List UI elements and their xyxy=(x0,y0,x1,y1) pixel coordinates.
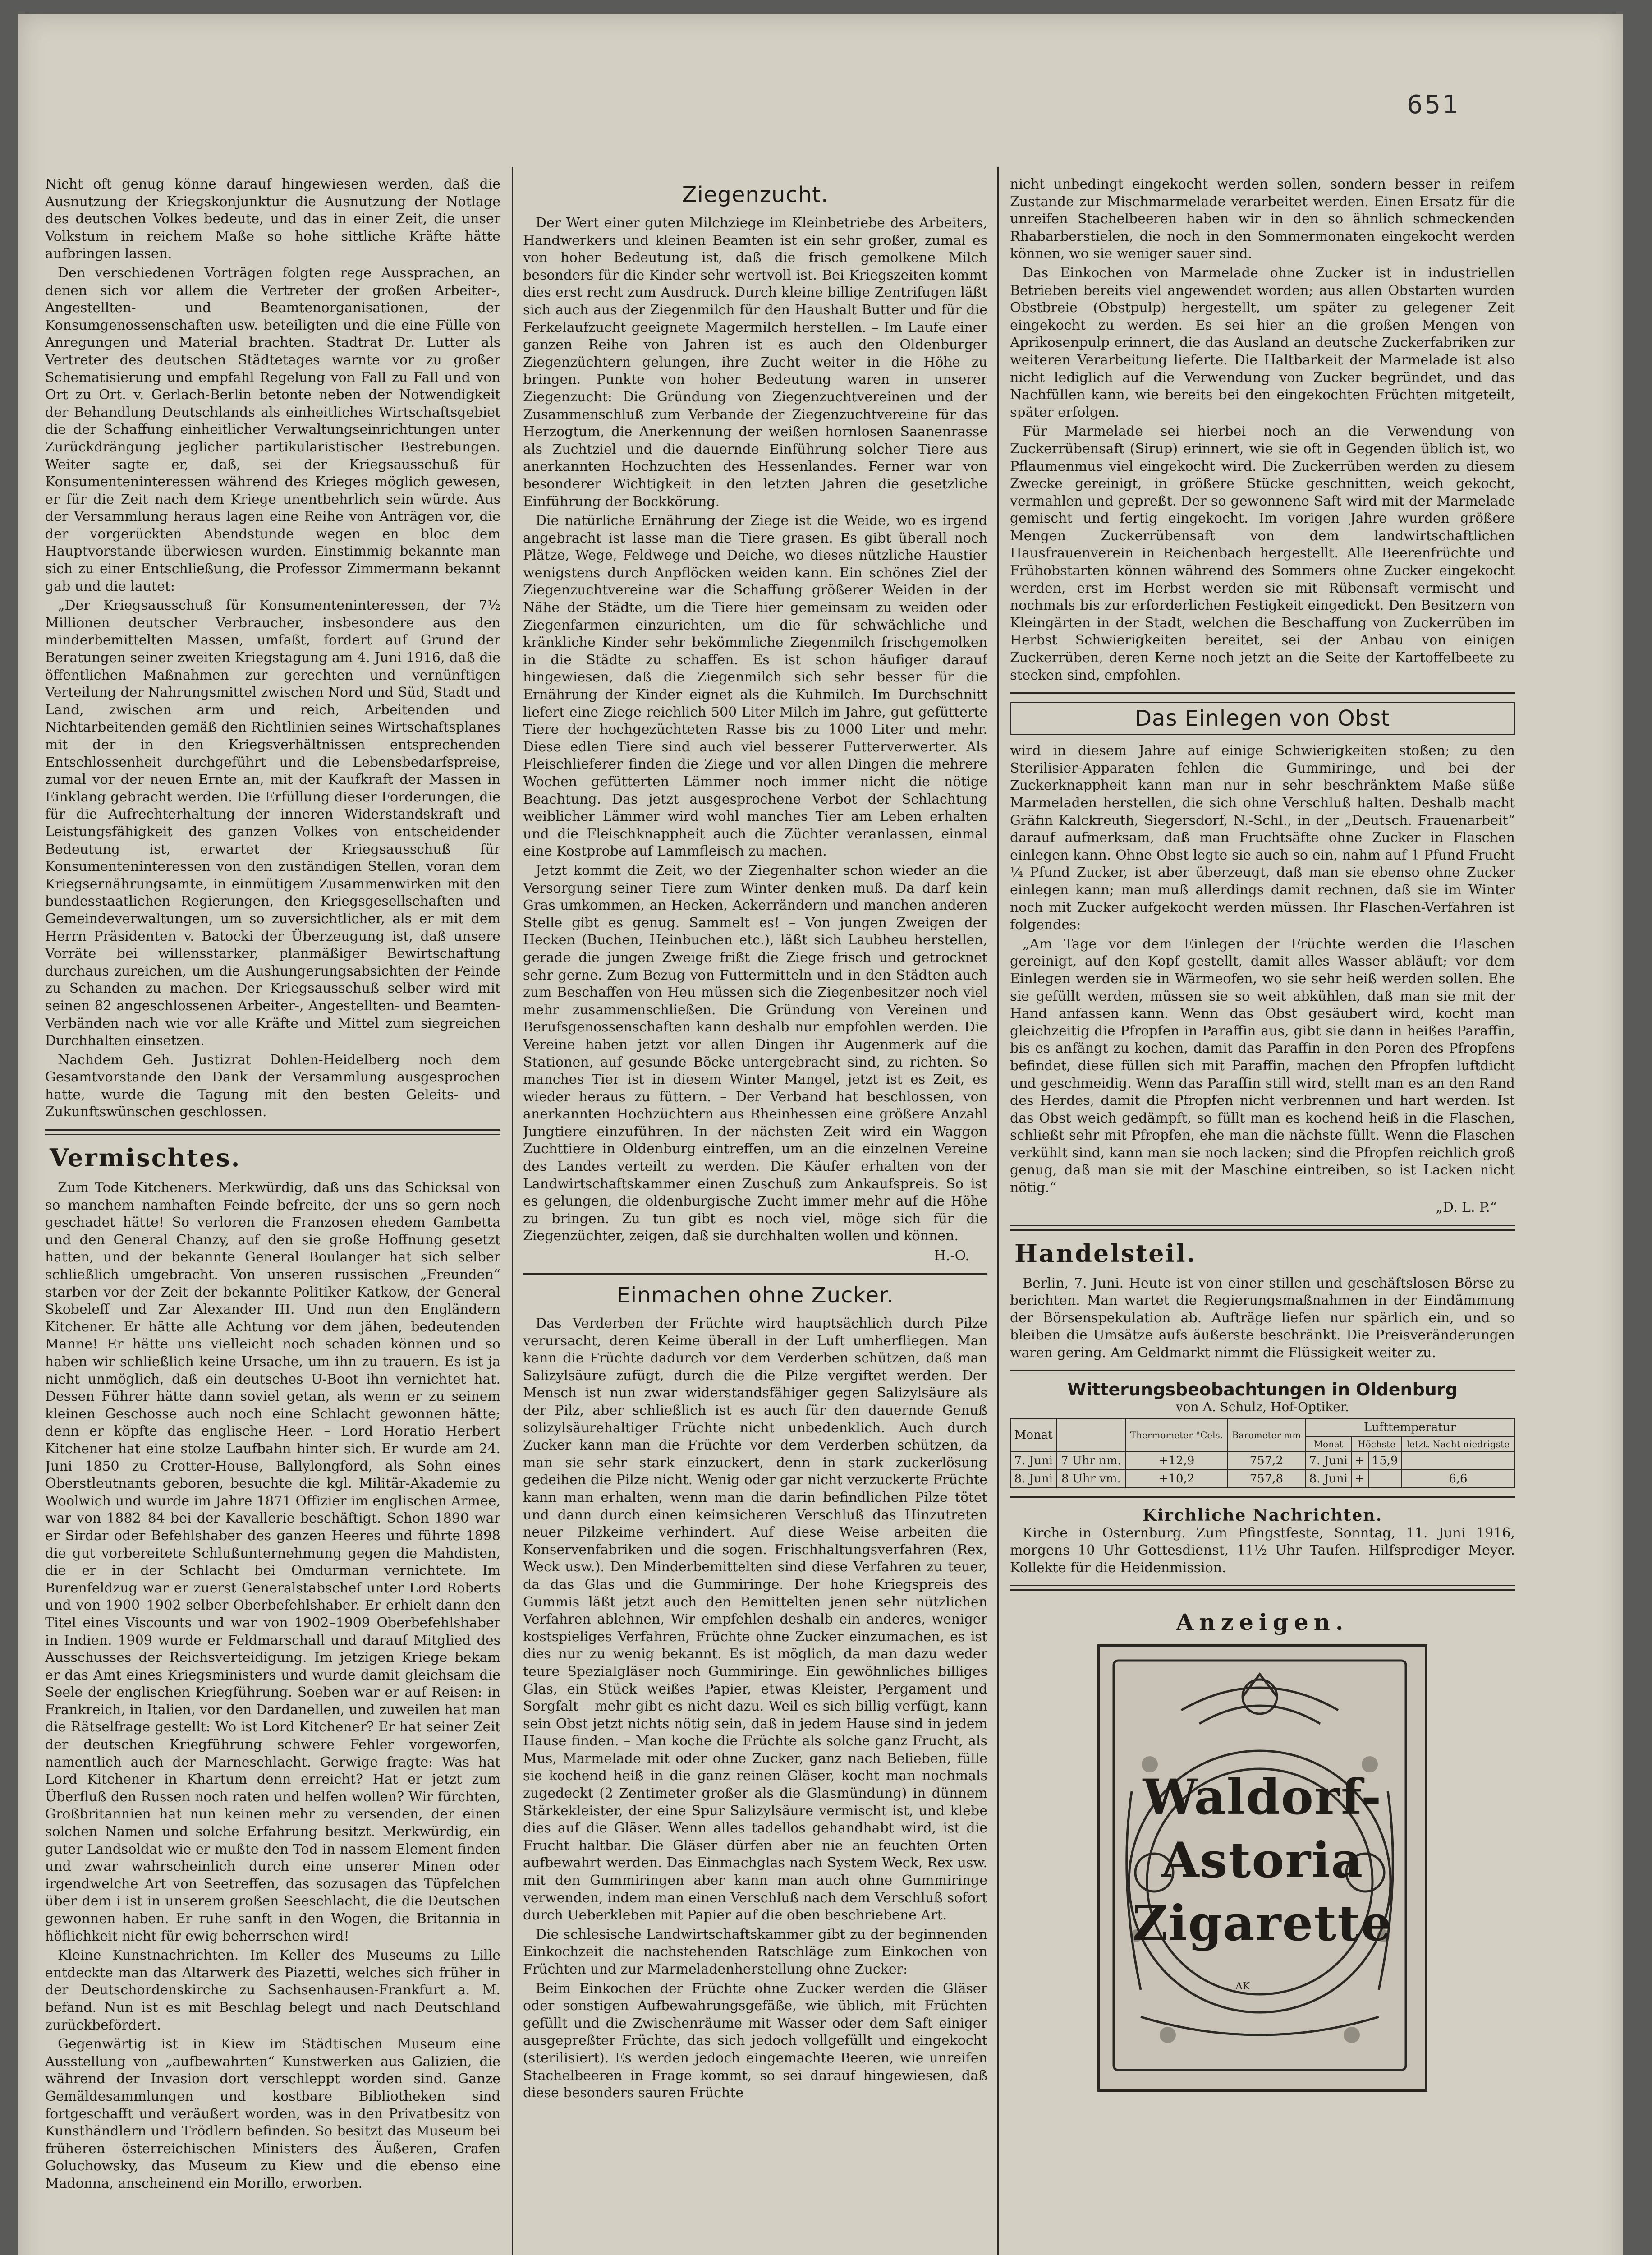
weather-cell-time: 8 Uhr vm. xyxy=(1057,1470,1126,1488)
section-rule xyxy=(1010,1225,1515,1231)
kirche-heading: Kirchliche Nachrichten. xyxy=(1142,1505,1383,1525)
obst-heading: Das Einlegen von Obst xyxy=(1010,702,1515,735)
paragraph: Die natürliche Ernährung der Ziege ist die Weide, wo es irgend angebracht ist lasse man die Tiere grasen. Es gibt überall noch Plätze, Wege, Feldwege und Deiche, wo dieses nützliche Haustier wenigstens durch Anpflöcken weiden kann. Ein schönes Ziel der Ziegenzuchtvereine war die Schaffung größerer Weiden in der Nähe der Städte, um die Tiere hier gemeinsam zu weiden oder Ziegenfarmen einzurichten, um die für schwächliche und kränkliche Kinder sehr bekömmliche Ziegenmilch frischgemolken in die Städte zu schaffen. Es ist schon häufiger darauf hingewiesen, daß die Ziegenmilch sich sehr besser für die Ernährung der Kinder eignet als die Kuhmilch. Im Durchschnitt liefert eine Ziege reichlich 500 Liter Milch im Jahre, gut gefütterte Tiere der hochgezüchteten Rasse bis zu 1000 Liter und mehr. Diese edlen Tiere sind auch viel besserer Futterverwerter. Als Fleischlieferer finden die Ziege und vor allen Dingen die mehrere Wochen gefütterten Lämmer noch immer nicht die nötige Beachtung. Das jetzt ausgesprochene Verbot der Schlachtung weiblicher Lämmer wird wohl manches Tier am Leben erhalten und die Fleischknappheit auch die Züchter veranlassen, einmal eine Kostprobe auf Lammfleisch zu machen. xyxy=(523,513,987,860)
weather-header-monat: Monat xyxy=(1010,1418,1057,1452)
section-rule xyxy=(1010,1496,1515,1498)
weather-cell-date: 8. Juni xyxy=(1010,1470,1057,1488)
paragraph: Das Einkochen von Marmelade ohne Zucker ist in industriellen Betrieben bereits viel angewendet worden; aus allen Obstarten wurden Obstbreie (Obstpulp) hergestellt, um später zu gelegener Zeit eingekocht zu werden. Es sei hier an die großen Mengen von Aprikosenpulp erinnert, die das Ausland an deutsche Zuckerfabriken zur weiteren Verarbeitung lieferte. Die Haltbarkeit der Marmelade ist also nicht lediglich auf die Verwendung von Zucker begründet, und das Nachfüllen kann, wie bereits bei den eingekochten Früchten mitgeteilt, später erfolgen. xyxy=(1010,265,1515,420)
article-vermischtes xyxy=(45,1179,500,2192)
obst-signature: „D. L. P.“ xyxy=(1436,1199,1497,1215)
paragraph: Kleine Kunstnachrichten. Im Keller des Museums zu Lille entdeckte man das Altarwerk des Piazetti, welches sich früher in der Deutschordenskirche zu Sachsenhausen-Frankfurt a. M. befand. Nun ist es mit Beschlag belegt und nach Deutschland zurückbefördert. xyxy=(45,1947,500,2033)
weather-cell-date2: 7. Juni xyxy=(1305,1452,1352,1470)
paragraph: Jetzt kommt die Zeit, wo der Ziegenhalter schon wieder an die Versorgung seiner Tiere zum Winter denken muß. Da darf kein Gras umkommen, an Hecken, Ackerrändern und manchen anderen Stelle gibt es genug. Sammelt es! – Von jungen Zweigen der Hecken (Buchen, Heinbuchen etc.), läßt sich Laubheu herstellen, gerade die jungen Zweige frißt die Ziege frisch und getrocknet sehr gerne. Zum Bezug von Futtermitteln und in den Städten auch zum Beschaffen von Heu müssen sich die Ziegenbesitzer noch viel mehr zusammenschließen. Die Gründung von Vereinen und Berufsgenossenschaften kann deshalb nur empfohlen werden. Die Vereine haben jetzt vor allen Dingen ihr Augenmerk auf die Stationen, auf gesunde Böcke untergebracht sind, zu richten. So manches Tier ist in diesem Winter Mangel, jetzt ist es Zeit, es wieder heraus zu füttern. – Der Verband hat beschlossen, von anerkannten Hochzüchtern aus Rheinhessen eine größere Anzahl Jungtiere einzuführen. In der nächsten Zeit wird ein Waggon Zuchttiere in Oldenburg eintreffen, um an die einzelnen Vereine des Landes verteilt zu werden. Die Käufer erhalten von der Landwirtschaftskammer einen Zuschuß zum Ankaufspreis. So ist es gelungen, die oldenburgische Zucht immer mehr auf die Höhe zu bringen. Zu tun gibt es noch viel, möge sich für die Ziegenzüchter, zeigen, daß sie durchhalten wollen und können. xyxy=(523,862,987,1244)
weather-header-baro: Barometer mm xyxy=(1228,1418,1305,1452)
vermischtes-heading: Vermischtes. xyxy=(50,1143,241,1173)
weather-cell-time: 7 Uhr nm. xyxy=(1057,1452,1126,1470)
section-rule xyxy=(1010,1370,1515,1371)
paragraph: Den verschiedenen Vorträgen folgten rege Aussprachen, an denen sich vor allem die Vertreter der großen Arbeiter-, Angestellten- und Beamtenorganisationen, der Konsumgenossenschaften usw. beteiligten und die eine Fülle von Anregungen und Material brachten. Stadtrat Dr. Lutter als Vertreter des deutschen Städtetages warnte vor zu großer Schematisierung und empfahl Regelung von Fall zu Fall und von Ort zu Ort. v. Gerlach-Berlin betonte neben der Notwendigkeit der Behandlung Deutschlands als einheitliches Wirtschaftsgebiet die der Schaffung einheitlicher Verwaltungseinrichtungen unter Zurückdrängung jeglicher partikularistischer Bestrebungen. Weiter sagte er, daß, sei der Kriegsausschuß für Konsumenteninteressen während des Krieges möglich gewesen, er für die Zeit nach dem Kriege unentbehrlich sein würde. Aus der Versammlung heraus lagen eine Reihe von Anträgen vor, die der vorgerückten Abendstunde wegen en bloc dem Hauptvorstande überwiesen wurden. Einstimmig bekannte man sich zu einer Entschließung, die Professor Zimmermann bekannt gab und die lautet: xyxy=(45,265,500,594)
column-rule xyxy=(512,167,513,2255)
weather-header-luft: Lufttemperatur xyxy=(1305,1418,1514,1436)
paragraph: Beim Einkochen der Früchte ohne Zucker werden die Gläser oder sonstigen Aufbewahrungsgefäße, wie üblich, mit Früchten gefüllt und die Zwischenräume mit Wasser oder dem Saft einiger ausgepreßter Früchte, das sich jedoch vollgefüllt und eingekocht (sterilisiert). Es werden jedoch eingemachte Beeren, wie unreifen Stachelbeeren in Frage kommt, so sei darauf hingewiesen, daß diese besonders sauren Früchte xyxy=(523,1980,987,2101)
paragraph: Gegenwärtig ist in Kiew im Städtischen Museum eine Ausstellung von „aufbewahrten“ Kunstwerken aus Galizien, die während der Invasion dort verschleppt worden sind. Ganze Gemäldesammlungen und kostbare Bibliotheken sind fortgeschafft und veräußert worden, was in den Privatbesitz von Kunsthändlern und Trödlern befinden. So besitzt das Museum bei früheren österreichischen Ministers des Äußeren, Grafen Goluchowsky, das Museum zu Kiew und die ebenso eine Madonna, anscheinend ein Morillo, erworben. xyxy=(45,2036,500,2191)
weather-cell-nacht xyxy=(1402,1452,1514,1470)
ad-line-2: Astoria xyxy=(1161,1832,1364,1889)
weather-row xyxy=(1010,1452,1514,1470)
paragraph: Die schlesische Landwirtschaftskammer gibt zu der beginnenden Einkochzeit die nachstehenden Ratschläge zum Einkochen von Früchten und zur Marmeladenherstellung ohne Zucker: xyxy=(523,1926,987,1977)
article-ziegenzucht xyxy=(523,215,987,1245)
kirche-text: Kirche in Osternburg. Zum Pfingstfeste, Sonntag, 11. Juni 1916, morgens 10 Uhr Gottesdienst, 11½ Uhr Taufen. Hilfsprediger Meyer. Kollekte für die Heidenmission. xyxy=(1010,1525,1515,1576)
paragraph: Zum Tode Kitcheners. Merkwürdig, daß uns das Schicksal von so manchem namhaften Feinde befreite, der uns so gern noch geschadet hätte! So verloren die Franzosen ehedem Gambetta und den General Chanzy, auf den sie große Hoffnung gesetzt hatten, und der bekannte General Boulanger hat sich selber schließlich umgebracht. Von unseren russischen „Freunden“ starben vor der Zeit der bekannte Politiker Katkow, der General Skobeleff und Zar Alexander III. Und nun den Engländern Kitchener. Er hätte alle Achtung vor dem jähen, bedeutenden Manne! Er hätte uns vielleicht noch schaden können und so haben wir schließlich keine Ursache, um ihn zu trauern. Es ist ja nicht unmöglich, daß ein deutsches U-Boot ihn vernichtet hat. Dessen Führer hätte dann soviel getan, als wenn er zu seinem kleinen Geschosse auch noch eine Schlacht gewonnen hätte; denn er köpfte das englische Heer. – Lord Horatio Herbert Kitchener hat eine stolze Laufbahn hinter sich. Er wurde am 24. Juni 1850 zu Crotter-House, Ballylongford, als Sohn eines Oberstleutnants geboren, besuchte die kgl. Militär-Akademie zu Woolwich und wurde im Jahre 1871 Offizier im englischen Armee, war von 1882–84 bei der Kavallerie beschäftigt. Schon 1890 war er Sirdar oder Befehlshaber des ganzen Heeres und führte 1898 die gut vorbereitete Schlußunternehmung gegen die Mahdisten, die er in der Schlacht bei Omdurman vernichtete. Im Burenfeldzug war er zuerst Generalstabschef unter Lord Roberts und von 1900–1902 selber Oberbefehlshaber. Er erhielt dann den Titel eines Viscounts und war von 1902–1909 Oberbefehlshaber in Indien. 1909 wurde er Feldmarschall und darauf Mitglied des Ausschusses der Reichsverteidigung. Im jetzigen Kriege bekam er das Amt eines Kriegsministers und wurde damit gleichsam die Seele der englischen Kriegführung. Soeben war er auf Reisen: in Frankreich, in Italien, vor den Dardanellen, und zuweilen hat man die Rätselfrage gestellt: Wo ist Lord Kitchener? Er hat seiner Zeit der deutschen Kriegführung schwere Fehler vorgeworfen, namentlich auch der Marneschlacht. Gerwige fragte: Was hat Lord Kitchener in Khartum denn erreicht? Hat er jetzt zum Überfluß den Russen noch raten und helfen wollen? Wir fürchten, Großbritannien hat nun keinen mehr zu versenden, der einen solchen Namen und solche Erfahrung besitzt. Merkwürdig, ein guter Landsoldat wie er mußte den Tod in nassem Element finden und zwar wahrscheinlich durch eine unserer Minen oder irgendwelche Art von Seetreffen, das sozusagen das Tüpfelchen über dem i ist in unserem großen Seeschlacht, die die Deutschen gewonnen haben. Er ruhe sanft in den Wogen, die Britannia in höflichkeit nicht für ewig beherrschen wird! xyxy=(45,1180,500,1944)
column-rule xyxy=(997,167,999,2255)
paragraph: Der Wert einer guten Milchziege im Kleinbetriebe des Arbeiters, Handwerkers und kleinen Beamten ist ein sehr großer, zumal es von hoher Bedeutung ist, daß die frisch gemolkene Milch besonders für die Kinder sehr wertvoll ist. Bei Kriegszeiten kommt dies erst recht zum Ausdruck. Durch kleine billige Zentrifugen läßt sich auch aus der Ziegenmilch für den Haushalt Butter und für die Ferkelaufzucht geeignete Magermilch herstellen. – Im Laufe einer ganzen Reihe von Jahren ist es auch den Oldenburger Ziegenzüchtern gelungen, ihre Zucht weiter in die Höhe zu bringen. Punkte von hoher Bedeutung waren in unserer Ziegenzucht: Die Gründung von Ziegenzuchtvereinen und der Zusammenschluß zum Verbande der Ziegenzuchtvereine für das Herzogtum, die Anerkennung der weißen hornlosen Saanenrasse als Zuchtziel und die dauernde Einführung solcher Tiere aus anerkannten Hochzuchten des Hessenlandes. Ferner war von besonderer Wichtigkeit in den letzten Jahren die gesetzliche Einführung der Bockkörung. xyxy=(523,215,987,510)
weather-header-monat2: Monat xyxy=(1305,1436,1352,1452)
article-konsumenteninteressen xyxy=(45,176,500,1121)
article-einmachen xyxy=(523,1315,987,2102)
weather-cell-baro: 757,2 xyxy=(1228,1452,1305,1470)
section-rule xyxy=(45,1129,500,1135)
weather-header-hoechste: Höchste xyxy=(1352,1436,1402,1452)
article-handelsteil xyxy=(1010,1275,1515,1362)
weather-cell-sign: + xyxy=(1352,1470,1368,1488)
ziegenzucht-signature: H.-O. xyxy=(934,1248,969,1264)
section-rule xyxy=(1010,1585,1515,1591)
article-obst xyxy=(1010,742,1515,1197)
weather-header-time xyxy=(1057,1418,1126,1452)
article-einmachen-continued xyxy=(1010,176,1515,684)
weather-header-therm: Thermometer °Cels. xyxy=(1125,1418,1228,1452)
weather-cell-date2: 8. Juni xyxy=(1305,1470,1352,1488)
weather-cell-therm: +12,9 xyxy=(1125,1452,1228,1470)
weather-cell-sign: + xyxy=(1352,1452,1368,1470)
column-2 xyxy=(523,176,987,2255)
section-rule xyxy=(1010,692,1515,694)
weather-cell-hoechste: 15,9 xyxy=(1368,1452,1402,1470)
weather-row xyxy=(1010,1470,1514,1488)
paragraph: Nachdem Geh. Justizrat Dohlen-Heidelberg noch dem Gesamtvorstande den Dank der Versammlung ausgesprochen hatte, wurde die Tagung mit den besten Geleits- und Zukunftswünschen geschlossen. xyxy=(45,1052,500,1120)
ad-line-1: Waldorf- xyxy=(1143,1769,1382,1826)
weather-cell-baro: 757,8 xyxy=(1228,1470,1305,1488)
paragraph: Das Verderben der Früchte wird hauptsächlich durch Pilze verursacht, deren Keime überall in der Luft umherfliegen. Man kann die Früchte dadurch vor dem Verderben schützen, daß man Salizylsäure zufügt, durch die die Pilze vergiftet werden. Der Mensch ist nun zwar widerstandsfähiger gegen Salizylsäure als der Pilz, aber schließlich ist es auch für den dauernde Genuß solizylsäurehaltiger Früchte nicht unbedenklich. Auch durch Zucker kann man die Früchte vor dem Verderben schützen, da man sie sehr stark einzuckert, denn in stark zuckerlösung gedeihen die Pilze nicht. Wenig oder gar nicht verzuckerte Früchte kann man erhalten, wenn man die darin befindlichen Pilze tötet und dann durch einen keimsicheren Verschluß das Hinzutreten neuer Pilzkeime verhindert. Auf diese Weise arbeiten die Konservenfabriken und die sogen. Frischhaltungsverfahren (Rex, Weck usw.). Den Minderbemittelten sind diese Verfahren zu teuer, da das Glas und die Gummiringe. Der hohe Kriegspreis des Gummis läßt jetzt auch den Bemittelten jenen sehr nützlichen Verfahren ablehnen, Wir empfehlen deshalb ein anderes, weniger kostspieliges Verfahren, Früchte ohne Zucker einzumachen, es ist dies nur zu wenig bekannt. Es ist möglich, da man dazu weder teure Spezialgläser noch Gummiringe. Ein gewöhnliches billiges Glas, ein Stück weißes Papier, etwas Kleister, Pergament und Sorgfalt – mehr gibt es nicht dazu. Weil es sich billig verfügt, kann sein Obst jetzt nichts nötig sein, daß in jedem Hause sind in jedem Hause finden. – Man koche die Früchte als solche ganz Frucht, als Mus, Marmelade mit oder ohne Zucker, ganz nach Belieben, fülle sie kochend heiß in die ganz reinen Gläser, kocht man nochmals zugedeckt (2 Zentimeter großer als die Glasmündung) in dünnem Stärkekleister, der eine Spur Salizylsäure vermischt ist, und klebe dies auf die Gläser. Wenn alles tadellos gehandhabt wird, ist die Frucht haltbar. Die Gläser dürfen aber nie an feuchten Orten aufbewahrt werden. Das Einmachglas nach System Weck, Rex usw. mit den Gummiringen aber kann man auch ohne Gummiringe verwenden, indem man einen Verschluß nach dem Verschluß sofort durch Ueberkleben mit Papier auf die oben beschriebene Art. xyxy=(523,1316,987,1924)
einmachen-heading: Einmachen ohne Zucker. xyxy=(616,1283,894,1308)
advertisement-waldorf-astoria xyxy=(1097,1644,1427,2092)
anzeigen-heading: Anzeigen. xyxy=(1176,1609,1349,1636)
paragraph: Für Marmelade sei hierbei noch an die Verwendung von Zuckerrübensaft (Sirup) erinnert, wie sie oft in Gegenden üblich ist, wo Pflaumenmus viel eingekocht wird. Die Zuckerrüben werden zu diesem Zwecke gereinigt, in größere Stücke geschnitten, weich gekocht, vermahlen und gepreßt. Der so gewonnene Saft wird mit der Marmelade gemischt und fertig eingekocht. Im vorigen Jahre wurden größere Mengen Zuckerrübensaft von dem landwirtschaftlichen Hausfrauenverein in Reichenbach hergestellt. Alle Beerenfrüchte und Frühobstarten können während des Sommers ohne Zucker eingekocht werden, erst im Herbst werden sie mit Rübensaft vermischt und nochmals bis zur erforderlichen Festigkeit eingedickt. Den Besitzern von Kleingärten in der Stadt, welchen die Beschaffung von Zuckerrüben im Herbst Schwierigkeiten bereitet, sei der Anbau von einigen Zuckerrüben, deren Kerne noch jetzt an die Seite der Kartoffelbeete zu stecken sind, empfohlen. xyxy=(1010,423,1515,683)
ziegenzucht-heading: Ziegenzucht. xyxy=(682,182,829,207)
weather-table xyxy=(1010,1418,1515,1488)
paragraph: Berlin, 7. Juni. Heute ist von einer stillen und geschäftslosen Börse zu berichten. Man wartet die Regierungsmaßnahmen in der Eindämmung der Börsenspekulation ab. Aufträge liefen nur spärlich ein, und so bleiben die Umsätze aufs äußerste beschränkt. Die Preisveränderungen waren gering. Am Geldmarkt nimmt die Flüssigkeit weiter zu. xyxy=(1010,1275,1515,1361)
column-1 xyxy=(45,176,500,2255)
paragraph: Nicht oft genug könne darauf hingewiesen werden, daß die Ausnutzung der Kriegskonjunktur die Ausnutzung der Notlage des deutschen Volkes bedeute, und das in einer Zeit, die unser Volkstum in reichem Maße so hohe sittliche Kräfte hätte aufbringen lassen. xyxy=(45,176,500,262)
weather-cell-nacht: 6,6 xyxy=(1402,1470,1514,1488)
weather-cell-date: 7. Juni xyxy=(1010,1452,1057,1470)
weather-cell-therm: +10,2 xyxy=(1125,1470,1228,1488)
handelsteil-heading: Handelsteil. xyxy=(1014,1238,1197,1268)
ad-line-3: Zigarette xyxy=(1132,1895,1393,1952)
page-number: 651 xyxy=(1407,90,1460,120)
paragraph: „Der Kriegsausschuß für Konsumenteninteressen, der 7½ Millionen deutscher Verbraucher, insbesondere aus den minderbemittelten Massen, umfaßt, fordert auf Grund der Beratungen seiner zweiten Kriegstagung am 4. Juni 1916, daß die öffentlichen Maßnahmen zur gerechten und vernünftigen Verteilung der Nahrungsmittel zwischen Nord und Süd, Stadt und Land, zwischen arm und reich, Arbeitenden und Nichtarbeitenden gemäß den Richtlinien seines Wirtschaftsplanes mit der in den Kriegsverhältnissen entsprechenden Entschlossenheit durchgeführt und die Lebensbedarfspreise, zumal vor der neuen Ernte an, mit der Kaufkraft der Massen in Einklang gebracht werden. Die Erfüllung dieser Forderungen, die für die Aufrechterhaltung der inneren Widerstandskraft und Leistungsfähigkeit des ganzen Volkes von entscheidender Bedeutung ist, erwartet der Kriegsausschuß für Konsumenteninteressen von den zuständigen Stellen, voran dem Kriegsernährungsamte, in einmütigem Zusammenwirken mit den bundesstaatlichen Regierungen, den Kriegsgesellschaften und Gemeindeverwaltungen, um so zuversichtlicher, als er mit dem Herrn Präsidenten v. Batocki der Überzeugung ist, daß unsere Vorräte bei willensstarker, planmäßiger Bewirtschaftung durchaus zureichen, um die Aushungerungsabsichten der Feinde zu Schanden zu machen. Der Kriegsausschuß selber wird mit seinen 82 angeschlossenen Arbeiter-, Angestellten- und Beamten-Verbänden nach wie vor alle Kräfte und Mittel zum siegreichen Durchhalten einsetzen. xyxy=(45,598,500,1049)
weather-subtitle: von A. Schulz, Hof-Optiker. xyxy=(1175,1399,1349,1414)
column-3 xyxy=(1010,176,1515,2255)
weather-header-nacht: letzt. Nacht niedrigste xyxy=(1402,1436,1514,1452)
paragraph: wird in diesem Jahre auf einige Schwierigkeiten stoßen; zu den Sterilisier-Apparaten fehlen die Gummiringe, und bei der Zuckerknappheit kann man nur in sehr beschränktem Maße süße Marmeladen herstellen, die sich ohne Verschluß halten. Deshalb macht Gräfin Kalckreuth, Siegersdorf, N.-Schl., in der „Deutsch. Frauenarbeit“ darauf aufmerksam, daß man Fruchtsäfte ohne Zucker in Flaschen einlegen kann. Ohne Obst legte sie auch so ein, nahm auf 1 Pfund Frucht ¼ Pfund Zucker, ist aber überzeugt, daß man sie ebenso ohne Zucker einlegen kann; man muß allerdings damit rechnen, daß sie im Winter noch mit Zucker aufgekocht werden müssen. Ihr Flaschen-Verfahren ist folgendes: xyxy=(1010,743,1515,933)
weather-cell-hoechste xyxy=(1368,1470,1402,1488)
paragraph: nicht unbedingt eingekocht werden sollen, sondern besser in reifem Zustande zur Mischmarmelade verarbeitet werden. Einen Ersatz für die unreifen Stachelbeeren haben wir in den so ähnlich schmeckenden Rhabarberstielen, die noch in den Sommermonaten eingekocht werden können, wo sie weniger sauer sind. xyxy=(1010,176,1515,262)
newspaper-page xyxy=(18,14,1623,2255)
section-rule xyxy=(523,1273,987,1275)
weather-title: Witterungsbeobachtungen in Oldenburg xyxy=(1067,1379,1458,1399)
paragraph: „Am Tage vor dem Einlegen der Früchte werden die Flaschen gereinigt, auf den Kopf gestellt, damit alles Wasser abläuft; vor dem Einlegen werden sie in Wärmeofen, wo sie sehr heiß werden sollen. Ehe sie gefüllt werden, müssen sie so weit abkühlen, daß man sie mit der Hand anfassen kann. Wenn das Obst gesäubert wird, kocht man gleichzeitig die Pfropfen in Paraffin aus, gibt sie dann in heißes Paraffin, bis es anfängt zu kochen, damit das Paraffin in den Poren des Pfropfens befindet, diese füllen sich mit Paraffin, machen den Pfropfen luftdicht und geschmeidig. Wenn das Paraffin still wird, stellt man es an den Rand des Herdes, damit die Pfropfen nicht verbrennen und hart werden. Ist das Obst weich gedämpft, so füllt man es kochend heiß in die Flaschen, schließt sehr mit Pfropfen, ehe man die nächste füllt. Wenn die Flaschen verkühlt sind, kann man sie noch lacken; sind die Pfropfen reichlich groß genug, daß man sie mit der Maschine eintreiben, so ist Lacken nicht nötig.“ xyxy=(1010,936,1515,1196)
ad-mark: AK xyxy=(1235,1981,1250,1993)
